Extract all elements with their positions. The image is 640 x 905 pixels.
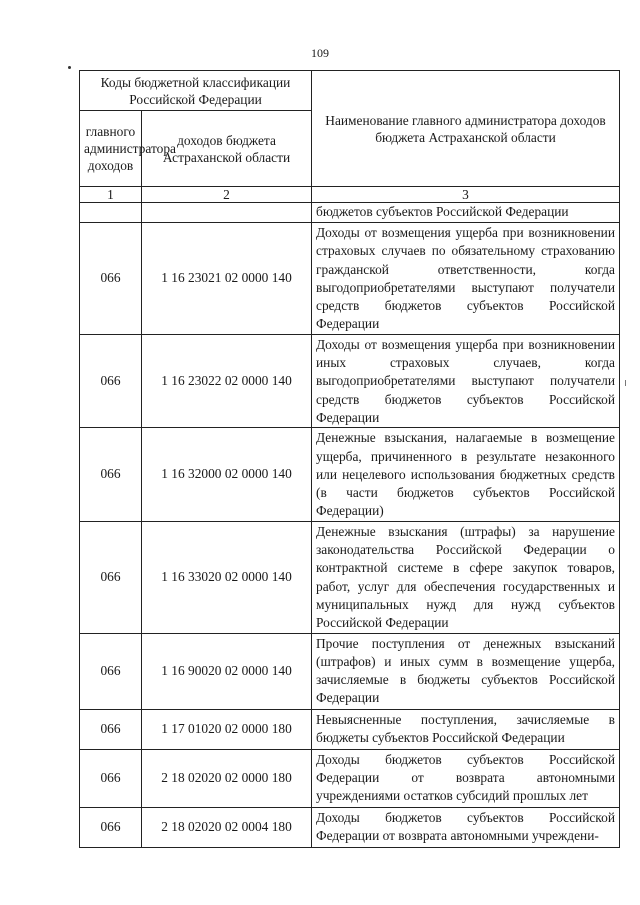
table-row bbox=[80, 807, 620, 847]
admin-code: 066 bbox=[80, 633, 142, 709]
budget-classification-table bbox=[79, 70, 620, 848]
page-number: 109 bbox=[311, 46, 329, 60]
column-number-row bbox=[80, 187, 620, 203]
table-row bbox=[80, 428, 620, 521]
header-income-column: доходов бюджета Астраханской области bbox=[142, 111, 312, 187]
admin-code: 066 bbox=[80, 709, 142, 749]
table-row-continuation bbox=[80, 203, 620, 223]
header-admin-column: главного администратора доходов bbox=[80, 111, 142, 187]
header-name-column: Наименование главного администратора доходов бюджета Астраханской области bbox=[312, 71, 620, 187]
admin-code: 066 bbox=[80, 223, 142, 335]
column-number: 2 bbox=[142, 187, 312, 203]
income-description: Денежные взыскания, налагаемые в возмещение ущерба, причиненного в результате незаконного или нецелевого использования бюджетных средств (в части бюджетов субъектов Российской Федерации) bbox=[312, 428, 620, 521]
header-codes-group: Коды бюджетной классификации Российской Федерации bbox=[80, 71, 312, 111]
scan-mark bbox=[68, 66, 71, 69]
income-description: Доходы от возмещения ущерба при возникновении иных страховых случаев, когда выгодоприобретателями выступают получатели средств бюджетов субъектов Российской Федерации bbox=[312, 334, 620, 427]
admin-code: 066 bbox=[80, 807, 142, 847]
admin-code: 066 bbox=[80, 428, 142, 521]
admin-code: 066 bbox=[80, 749, 142, 807]
column-number: 1 bbox=[80, 187, 142, 203]
table-row bbox=[80, 223, 620, 335]
income-code: 1 17 01020 02 0000 180 bbox=[142, 709, 312, 749]
admin-code: 066 bbox=[80, 521, 142, 633]
income-description: Доходы бюджетов субъектов Российской Федерации от возврата автономными учреждени- bbox=[312, 807, 620, 847]
income-code: 2 18 02020 02 0004 180 bbox=[142, 807, 312, 847]
income-description: Доходы бюджетов субъектов Российской Федерации от возврата автономными учреждениями остатков субсидий прошлых лет bbox=[312, 749, 620, 807]
income-code: 1 16 33020 02 0000 140 bbox=[142, 521, 312, 633]
income-code: 1 16 23021 02 0000 140 bbox=[142, 223, 312, 335]
table-row bbox=[80, 709, 620, 749]
table-row bbox=[80, 633, 620, 709]
scan-mark bbox=[625, 380, 626, 386]
income-description: Доходы от возмещения ущерба при возникновении страховых случаев по обязательному страхованию гражданской ответственности, когда выгодоприобретателями выступают получатели средств бюджетов субъектов Российской Федерации bbox=[312, 223, 620, 335]
income-description: Денежные взыскания (штрафы) за нарушение законодательства Российской Федерации о контрактной системе в сфере закупок товаров, работ, услуг для обеспечения государственных и муниципальных нужд для нужд субъектов Российской Федерации bbox=[312, 521, 620, 633]
income-description: Прочие поступления от денежных взысканий (штрафов) и иных сумм в возмещение ущерба, зачисляемые в бюджеты субъектов Российской Федерации bbox=[312, 633, 620, 709]
admin-code: 066 bbox=[80, 334, 142, 427]
table-row bbox=[80, 521, 620, 633]
table-row bbox=[80, 749, 620, 807]
income-code: 2 18 02020 02 0000 180 bbox=[142, 749, 312, 807]
income-code: 1 16 90020 02 0000 140 bbox=[142, 633, 312, 709]
income-code: 1 16 23022 02 0000 140 bbox=[142, 334, 312, 427]
continuation-text: бюджетов субъектов Российской Федерации bbox=[312, 203, 620, 223]
income-description: Невыясненные поступления, зачисляемые в бюджеты субъектов Российской Федерации bbox=[312, 709, 620, 749]
table-row bbox=[80, 334, 620, 427]
income-code: 1 16 32000 02 0000 140 bbox=[142, 428, 312, 521]
column-number: 3 bbox=[312, 187, 620, 203]
